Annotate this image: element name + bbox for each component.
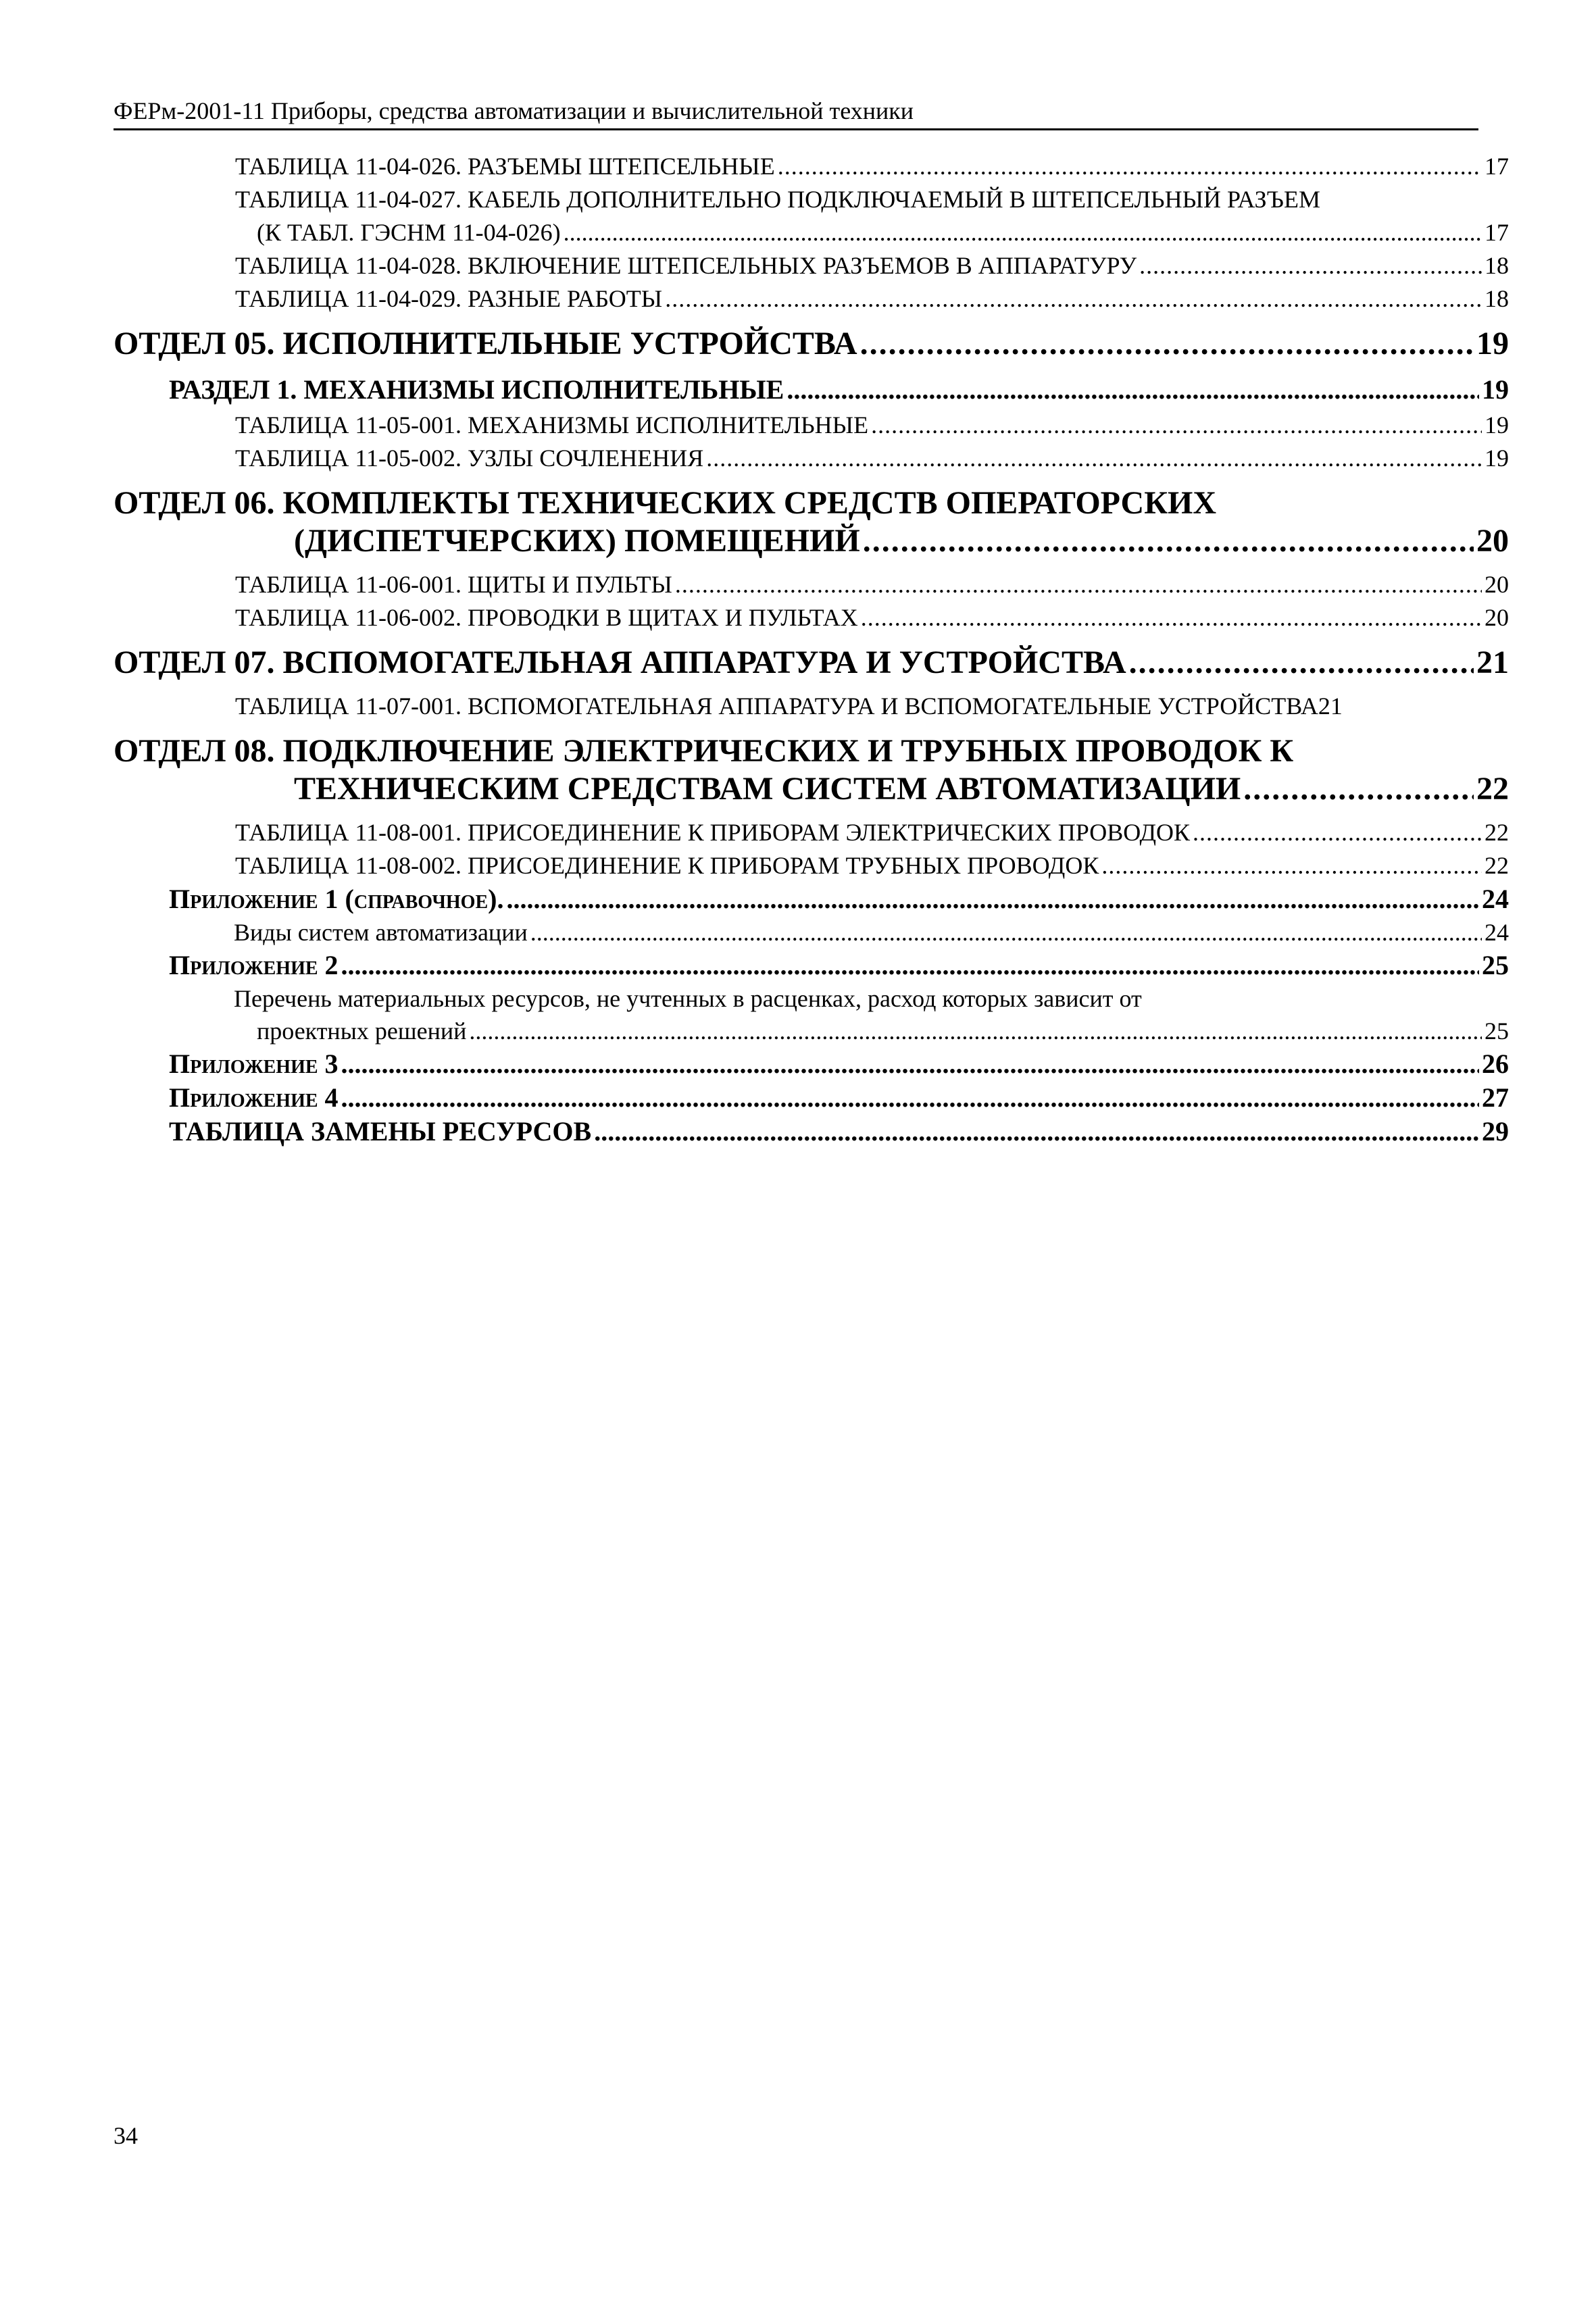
toc-entry-label-line[interactable]: ТАБЛИЦА 11-04-027. КАБЕЛЬ ДОПОЛНИТЕЛЬНО ПОДКЛЮЧАЕМЫЙ В ШТЕПСЕЛЬНЫЙ РАЗЪЕМ	[235, 186, 1320, 213]
dot-leader	[787, 371, 1479, 409]
appendix-sub-label-line1[interactable]: Перечень материальных ресурсов, не учтенных в расценках, расход которых зависит от	[234, 985, 1142, 1012]
toc-resource-replacement[interactable]	[114, 1115, 1509, 1149]
section-label: ОТДЕЛ 05. ИСПОЛНИТЕЛЬНЫЕ УСТРОЙСТВА	[114, 326, 857, 361]
dot-leader	[1243, 770, 1474, 808]
toc-entry-label: ТАБЛИЦА 11-06-001. ЩИТЫ И ПУЛЬТЫ	[235, 571, 672, 598]
appendix-label: Приложение 1 (справочное).	[169, 884, 504, 914]
toc-entry-label: ТАБЛИЦА 11-04-026. РАЗЪЕМЫ ШТЕПСЕЛЬНЫЕ	[235, 153, 775, 180]
toc-entry-page: 17	[1485, 153, 1509, 180]
toc-entry[interactable]	[114, 150, 1509, 183]
toc-entry-label: ТАБЛИЦА 11-04-029. РАЗНЫЕ РАБОТЫ	[235, 285, 663, 312]
toc-entry-page: 22	[1485, 852, 1509, 879]
resource-replacement-page: 29	[1482, 1116, 1509, 1147]
toc-entry-page: 20	[1485, 571, 1509, 598]
toc-appendix-4[interactable]	[114, 1081, 1509, 1115]
appendix-sub-label-line2: проектных решений	[257, 1017, 467, 1045]
toc-section-heading[interactable]	[114, 484, 1509, 560]
toc-entry-label: ТАБЛИЦА 11-04-028. ВКЛЮЧЕНИЕ ШТЕПСЕЛЬНЫХ РАЗЪЕМОВ В АППАРАТУРУ	[235, 252, 1137, 279]
dot-leader	[675, 568, 1482, 601]
dot-leader	[506, 882, 1479, 916]
section-page: 19	[1476, 326, 1509, 361]
subsection-page: 19	[1482, 374, 1509, 405]
toc-entry[interactable]	[114, 442, 1509, 475]
appendix-page: 24	[1482, 884, 1509, 914]
dot-leader	[1129, 644, 1474, 682]
appendix-label: Приложение 3	[169, 1049, 339, 1079]
toc-entry[interactable]	[114, 849, 1509, 882]
toc-entry-page: 17	[1485, 219, 1509, 246]
section-page: 21	[1476, 645, 1509, 680]
toc-entry-page: 19	[1485, 411, 1509, 438]
appendix-page: 26	[1482, 1049, 1509, 1079]
section-page: 20	[1476, 523, 1509, 559]
table-of-contents	[114, 150, 1509, 1149]
section-line2	[114, 770, 1509, 808]
dot-leader	[1139, 249, 1482, 282]
dot-leader	[341, 949, 1479, 982]
dot-leader	[1101, 849, 1482, 882]
toc-entry[interactable]	[114, 816, 1509, 849]
toc-entry[interactable]	[114, 409, 1509, 442]
dot-leader	[665, 282, 1482, 316]
section-label-line2: (ДИСПЕТЧЕРСКИХ) ПОМЕЩЕНИЙ	[294, 523, 860, 559]
toc-entry[interactable]	[114, 282, 1509, 316]
toc-section-heading[interactable]	[114, 644, 1509, 682]
toc-appendix-1[interactable]	[114, 882, 1509, 916]
dot-leader	[861, 601, 1482, 634]
appendix-label: Приложение 2	[169, 950, 339, 980]
page-number: 34	[114, 2122, 138, 2149]
appendix-sub-page: 25	[1485, 1017, 1509, 1045]
toc-entry[interactable]	[114, 568, 1509, 601]
appendix-sub-page: 24	[1485, 919, 1509, 946]
dot-leader	[863, 522, 1474, 560]
dot-leader	[564, 216, 1482, 249]
dot-leader	[706, 442, 1482, 475]
toc-entry-label: ТАБЛИЦА 11-06-002. ПРОВОДКИ В ЩИТАХ И ПУЛЬТАХ	[235, 604, 858, 631]
dot-leader	[469, 1015, 1482, 1047]
toc-entry-page: 20	[1485, 604, 1509, 631]
dot-leader	[594, 1115, 1479, 1149]
dot-leader	[1193, 816, 1482, 849]
toc-entry[interactable]	[114, 601, 1509, 634]
toc-entry-label: ТАБЛИЦА 11-08-002. ПРИСОЕДИНЕНИЕ К ПРИБОРАМ ТРУБНЫХ ПРОВОДОК	[235, 852, 1099, 879]
page-header: ФЕРм-2001-11 Приборы, средства автоматизации и вычислительной техники	[114, 95, 1478, 130]
toc-entry[interactable]: ТАБЛИЦА 11-07-001. ВСПОМОГАТЕЛЬНАЯ АППАРАТУРА И ВСПОМОГАТЕЛЬНЫЕ УСТРОЙСТВА21	[235, 693, 1343, 720]
dot-leader	[341, 1081, 1479, 1115]
dot-leader	[871, 409, 1482, 442]
appendix-page: 27	[1482, 1082, 1509, 1113]
section-label-line1: ОТДЕЛ 08. ПОДКЛЮЧЕНИЕ ЭЛЕКТРИЧЕСКИХ И ТРУБНЫХ ПРОВОДОК К	[114, 733, 1294, 769]
appendix-label: Приложение 4	[169, 1082, 339, 1113]
toc-appendix-3[interactable]	[114, 1047, 1509, 1081]
section-page: 22	[1476, 771, 1509, 807]
toc-entry[interactable]	[114, 249, 1509, 282]
toc-entry-page: 22	[1485, 819, 1509, 846]
section-line2	[114, 522, 1509, 560]
section-label-line2: ТЕХНИЧЕСКИМ СРЕДСТВАМ СИСТЕМ АВТОМАТИЗАЦИИ	[294, 771, 1241, 807]
toc-section-heading[interactable]	[114, 325, 1509, 363]
toc-entry-label: (К ТАБЛ. ГЭСНМ 11-04-026)	[257, 219, 561, 246]
toc-entry[interactable]	[114, 216, 1509, 249]
toc-section-heading[interactable]	[114, 732, 1509, 808]
appendix-sub-label: Виды систем автоматизации	[234, 919, 528, 946]
toc-entry-label: ТАБЛИЦА 11-08-001. ПРИСОЕДИНЕНИЕ К ПРИБОРАМ ЭЛЕКТРИЧЕСКИХ ПРОВОДОК	[235, 819, 1191, 846]
dot-leader	[860, 325, 1474, 363]
toc-entry-page: 19	[1485, 445, 1509, 472]
toc-subsection-heading[interactable]	[114, 371, 1509, 409]
toc-entry-page: 18	[1485, 252, 1509, 279]
resource-replacement-label: ТАБЛИЦА ЗАМЕНЫ РЕСУРСОВ	[169, 1116, 592, 1147]
section-label-line1: ОТДЕЛ 06. КОМПЛЕКТЫ ТЕХНИЧЕСКИХ СРЕДСТВ ОПЕРАТОРСКИХ	[114, 485, 1217, 521]
toc-entry-label: ТАБЛИЦА 11-05-001. МЕХАНИЗМЫ ИСПОЛНИТЕЛЬНЫЕ	[235, 411, 869, 438]
toc-appendix-subentry[interactable]	[114, 1015, 1509, 1047]
toc-appendix-subentry[interactable]	[114, 916, 1509, 949]
section-label: ОТДЕЛ 07. ВСПОМОГАТЕЛЬНАЯ АППАРАТУРА И УСТРОЙСТВА	[114, 645, 1126, 680]
toc-entry-label: ТАБЛИЦА 11-05-002. УЗЛЫ СОЧЛЕНЕНИЯ	[235, 445, 704, 472]
toc-entry-page: 18	[1485, 285, 1509, 312]
dot-leader	[778, 150, 1482, 183]
toc-appendix-2[interactable]	[114, 949, 1509, 982]
dot-leader	[530, 916, 1482, 949]
dot-leader	[341, 1047, 1479, 1081]
subsection-label: РАЗДЕЛ 1. МЕХАНИЗМЫ ИСПОЛНИТЕЛЬНЫЕ	[169, 374, 784, 405]
appendix-page: 25	[1482, 950, 1509, 980]
